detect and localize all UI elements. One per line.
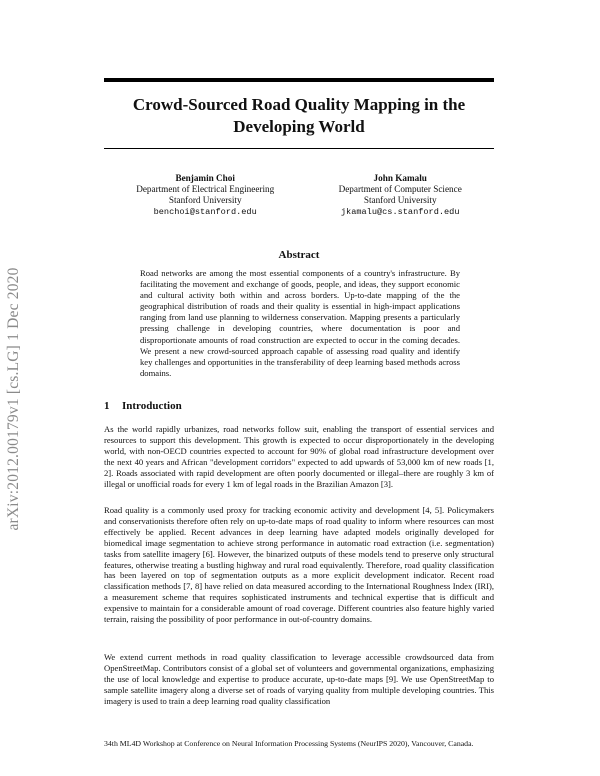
arxiv-id-text: arXiv:2012.00179v1 [cs.LG] 1 Dec 2020 (5, 267, 22, 531)
paper-title: Crowd-Sourced Road Quality Mapping in the Developing World (132, 95, 466, 136)
author-university: Stanford University (168, 195, 242, 206)
arxiv-identifier (4, 214, 24, 584)
author-block (104, 173, 494, 218)
author-name: John Kamalu (373, 173, 427, 183)
author-email: jkamalu@cs.stanford.edu (340, 206, 460, 217)
title-rule-bottom (104, 148, 494, 149)
author-1 (136, 173, 274, 218)
author-university: Stanford University (363, 195, 437, 206)
author-email: benchoi@stanford.edu (153, 206, 257, 217)
author-2 (339, 173, 462, 218)
section-title: Introduction (122, 400, 182, 412)
intro-paragraph-3: We extend current methods in road quality classification to leverage accessible crowdsourced data from OpenStreetMap. Contributors consist of a global set of volunteers and governmental organizations, emphasizing the use of local knowledge and expertise to produce accurate, up-to-date maps [9]. We use OpenStreetMap to sample satellite imagery along a diverse set of roads of varying quality from multiple developing countries. This imagery is used to train a deep learning road quality classification (104, 652, 494, 706)
conference-footnote: 34th ML4D Workshop at Conference on Neural Information Processing Systems (NeurIPS 2020), Vancouver, Canada. (104, 739, 474, 748)
author-name: Benjamin Choi (175, 173, 235, 183)
title-rule-top (104, 78, 494, 82)
intro-paragraph-2: Road quality is a commonly used proxy for tracking economic activity and development [4, 5]. Policymakers and conservationists therefore often rely on up-to-date maps of road quality to inform where resources can most effectively be applied. Recent advances in deep learning have adapted models originally developed for biomedical image segmentation to achieve strong performance in automatic road extraction (i.e. segmentation) tasks from satellite imagery [6]. However, the binarized outputs of these models tend to preserve only structural features, otherwise treating a bustling highway and rural road equivalently. Therefore, road quality classification has been layered on top of segmentation outputs as a more explicit development indicator. Recent road classification methods [7, 8] have relied on data measured according to the International Roughness Index (IRI), a measurement scheme that requires sophisticated instruments and technical expertise that is difficult and expensive to maintain for a considerable amount of road coverage. Different countries also feature highly varied terrain, raising the possibility of poor performance in out-of-country domains. (104, 505, 494, 625)
intro-paragraph-1: As the world rapidly urbanizes, road networks follow suit, enabling the transport of essential services and resources to support this development. This growth is expected to occur disproportionately in the developing world, with non-OECD countries expected to account for 90% of global road infrastructure development over the next 40 years and African "development corridors" expected to add upwards of 53,000 km of new roads [1, 2]. Roads associated with rapid development are often poorly documented or illegal–there are roughly 3 km of illegal or unofficial roads for every 1 km of legal roads in the Brazilian Amazon [3]. (104, 424, 494, 489)
abstract-heading: Abstract (278, 249, 320, 261)
author-department: Department of Computer Science (338, 184, 462, 195)
section-number: 1 (104, 400, 110, 412)
section-heading (104, 400, 182, 412)
abstract-text: Road networks are among the most essential components of a country's infrastructure. By facilitating the movement and exchange of goods, people, and ideas, they support economic and cultural activity both within and across borders. Up-to-date mapping of the the geographical distribution of roads and their quality is essential in high-impact applications ranging from land use planning to wilderness conservation. Mapping presents a particularly pressing challenge in developing countries, where documentation is poor and disproportionate amounts of road construction are expected to occur in the coming decades. We present a new crowd-sourced approach capable of assessing road quality and identify key challenges and opportunities in the transferability of deep learning based methods across domains. (140, 268, 460, 378)
author-department: Department of Electrical Engineering (136, 184, 275, 195)
